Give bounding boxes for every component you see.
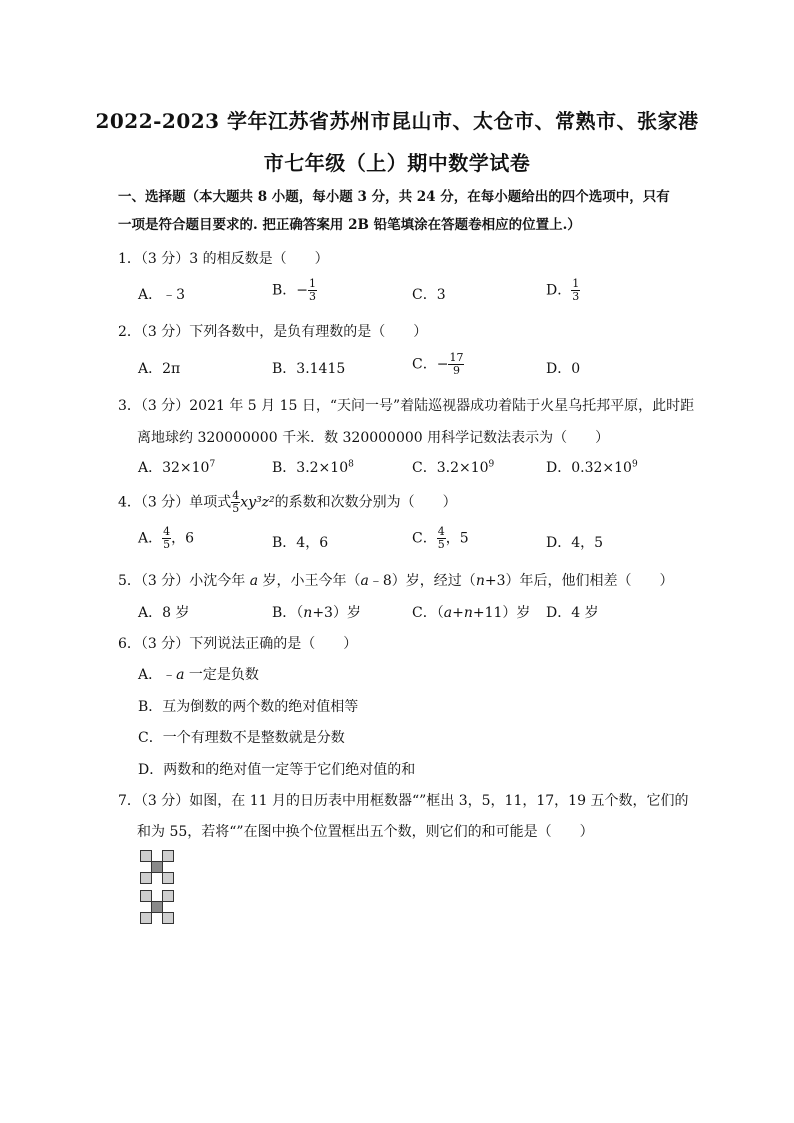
q5-stem-var-n: n [475, 573, 485, 589]
q4-option-c-denominator: 5 [437, 538, 445, 551]
q4-monomial-variables: xy³z² [240, 494, 275, 511]
section-instructions-line-2: 一项是符合题目要求的. 把正确答案用 2B 铅笔填涂在答题卷相应的位置上.） [118, 217, 581, 233]
q4-option-c-label: C． [412, 530, 437, 547]
q3-option-d-exponent: 9 [631, 459, 638, 470]
q5-option-b-part-1: B．（ [272, 605, 304, 621]
q2-option-c [412, 352, 464, 377]
q5-option-c-var-n: n [463, 605, 473, 621]
q2-option-c-label: C． [412, 356, 437, 373]
q4-option-a-label: A． [138, 530, 163, 547]
question-7-stem-line-1: 7．（3 分）如图，在 11 月的日历表中用框数器“”框出 3，5，11，17，19 五个数，它们的 [118, 793, 689, 809]
question-5-options [138, 602, 698, 626]
question-4-options [138, 525, 698, 556]
figure-2-square [162, 890, 174, 902]
q3-option-a [138, 457, 215, 477]
q6-option-c: C．一个有理数不是整数就是分数 [138, 730, 345, 746]
q4-option-a-denominator: 5 [163, 538, 171, 551]
question-3-options [138, 457, 698, 481]
q5-option-c [412, 602, 530, 622]
q5-option-c-var-a: a [443, 605, 453, 621]
question-3-stem-line-2: 离地球约 320000000 千米．数 320000000 用科学记数法表示为（ ） [137, 430, 610, 446]
q1-option-b-label: B． [272, 282, 297, 299]
q1-option-b-numerator: 1 [309, 277, 317, 290]
q3-option-d [546, 457, 638, 477]
q1-option-d-numerator: 1 [572, 277, 580, 290]
q4-stem-prefix: 4．（3 分）单项式 [118, 494, 232, 511]
q5-option-a: A．8 岁 [138, 605, 190, 621]
q1-option-b-denominator: 3 [309, 290, 317, 303]
section-instructions-line-1: 一、选择题（本大题共 8 小题，每小题 3 分，共 24 分，在每小题给出的四个选项中，只有 [118, 189, 670, 205]
figure-2-square [162, 912, 174, 924]
q3-option-a-base: A．32×10 [138, 460, 210, 476]
q3-option-c-exponent: 9 [488, 459, 495, 470]
q5-option-c-plus: + [452, 605, 464, 621]
q4-monomial-denominator: 5 [232, 502, 240, 515]
q6-option-d: D．两数和的绝对值一定等于它们绝对值的和 [138, 762, 416, 778]
q5-stem-part-4: +3）年后，他们相差（ ） [484, 573, 674, 589]
question-7-stem-line-2: 和为 55，若将“”在图中换个位置框出五个数，则它们的和可能是（ ） [137, 824, 594, 840]
q4-option-c [412, 526, 469, 551]
q1-option-c: C．3 [412, 287, 446, 303]
q3-option-b-exponent: 8 [348, 459, 354, 470]
q5-option-b [272, 602, 361, 622]
q6-option-a-part-1: A．﹣ [138, 667, 177, 683]
q4-option-c-rest: ，5 [445, 530, 469, 547]
q6-option-b: B．互为倒数的两个数的绝对值相等 [138, 699, 359, 715]
exam-title-line-2: 市七年级（上）期中数学试卷 [263, 151, 531, 175]
q2-option-c-denominator: 9 [452, 364, 460, 377]
q3-option-c-base: C．3.2×10 [412, 460, 489, 476]
q6-option-a-var: a [176, 667, 185, 683]
q5-option-b-var-n: n [303, 605, 313, 621]
q1-option-b-fraction [308, 278, 317, 303]
q3-option-d-base: D．0.32×10 [546, 460, 632, 476]
exam-title-line-1: 2022-2023 学年江苏省苏州市昆山市、太仓市、常熟市、张家港 [95, 109, 699, 133]
q4-option-a-numerator: 4 [163, 525, 171, 538]
q3-option-a-exponent: 7 [209, 459, 216, 470]
q4-option-a-fraction [162, 526, 171, 551]
q4-option-c-fraction [437, 526, 446, 551]
q1-option-d-fraction [571, 278, 580, 303]
q4-stem-suffix: 的系数和次数分别为（ ） [274, 494, 457, 511]
question-1-options [138, 277, 698, 308]
q2-option-c-fraction [448, 352, 464, 377]
q1-option-b [272, 278, 317, 303]
q5-option-d: D．4 岁 [546, 605, 599, 621]
q2-option-b: B．3.1415 [272, 361, 346, 377]
q1-option-d [546, 278, 580, 303]
q4-option-c-numerator: 4 [437, 525, 445, 538]
q4-option-b: B．4，6 [272, 535, 329, 551]
q4-option-a [138, 526, 194, 551]
q6-option-a [138, 664, 259, 684]
q1-option-d-denominator: 3 [572, 290, 580, 303]
q3-option-b [272, 457, 354, 477]
q4-option-a-rest: ，6 [171, 530, 195, 547]
question-2-stem: 2．（3 分）下列各数中，是负有理数的是（ ） [118, 324, 428, 340]
q5-option-b-part-2: +3）岁 [312, 605, 361, 621]
q1-option-b-sign: − [296, 282, 309, 299]
figure-1-square [140, 872, 152, 884]
q4-option-d: D．4，5 [546, 535, 604, 551]
q2-option-a: A．2π [138, 361, 181, 377]
q5-option-c-part-1: C．（ [412, 605, 444, 621]
q2-option-c-numerator: 17 [449, 351, 464, 364]
q5-option-c-part-2: +11）岁 [472, 605, 531, 621]
q1-option-d-label: D． [546, 282, 572, 299]
figure-1-square [162, 850, 174, 862]
q5-stem-part-2: 岁，小王今年（ [258, 573, 361, 589]
question-1-stem: 1．（3 分）3 的相反数是（ ） [118, 251, 329, 267]
q3-option-b-base: B．3.2×10 [272, 460, 349, 476]
question-2-options [138, 351, 698, 382]
q5-stem-part-3: ﹣8）岁，经过（ [368, 573, 476, 589]
question-5-stem [118, 570, 688, 590]
q2-option-d: D．0 [546, 361, 581, 377]
figure-1-square [162, 872, 174, 884]
q5-stem-part-1: 5．（3 分）小沈今年 [118, 573, 250, 589]
section-multiple-choice-header [118, 183, 678, 239]
q4-monomial-numerator: 4 [232, 489, 240, 502]
q5-stem-var-a: a [249, 573, 259, 589]
question-3-stem-line-1: 3．（3 分）2021 年 5 月 15 日，“天问一号”着陆巡视器成功着陆于火星乌托邦平原，此时距 [118, 398, 695, 414]
q4-monomial-coefficient [231, 490, 240, 515]
question-6-stem: 6．（3 分）下列说法正确的是（ ） [118, 636, 358, 652]
question-4-stem [118, 490, 688, 515]
q3-option-c [412, 457, 494, 477]
q2-option-c-sign: − [436, 356, 449, 373]
figure-2-square [140, 912, 152, 924]
q1-option-a: A．﹣3 [138, 287, 186, 303]
q6-option-a-part-2: 一定是负数 [184, 667, 259, 683]
q5-stem-var-a-2: a [360, 573, 369, 589]
